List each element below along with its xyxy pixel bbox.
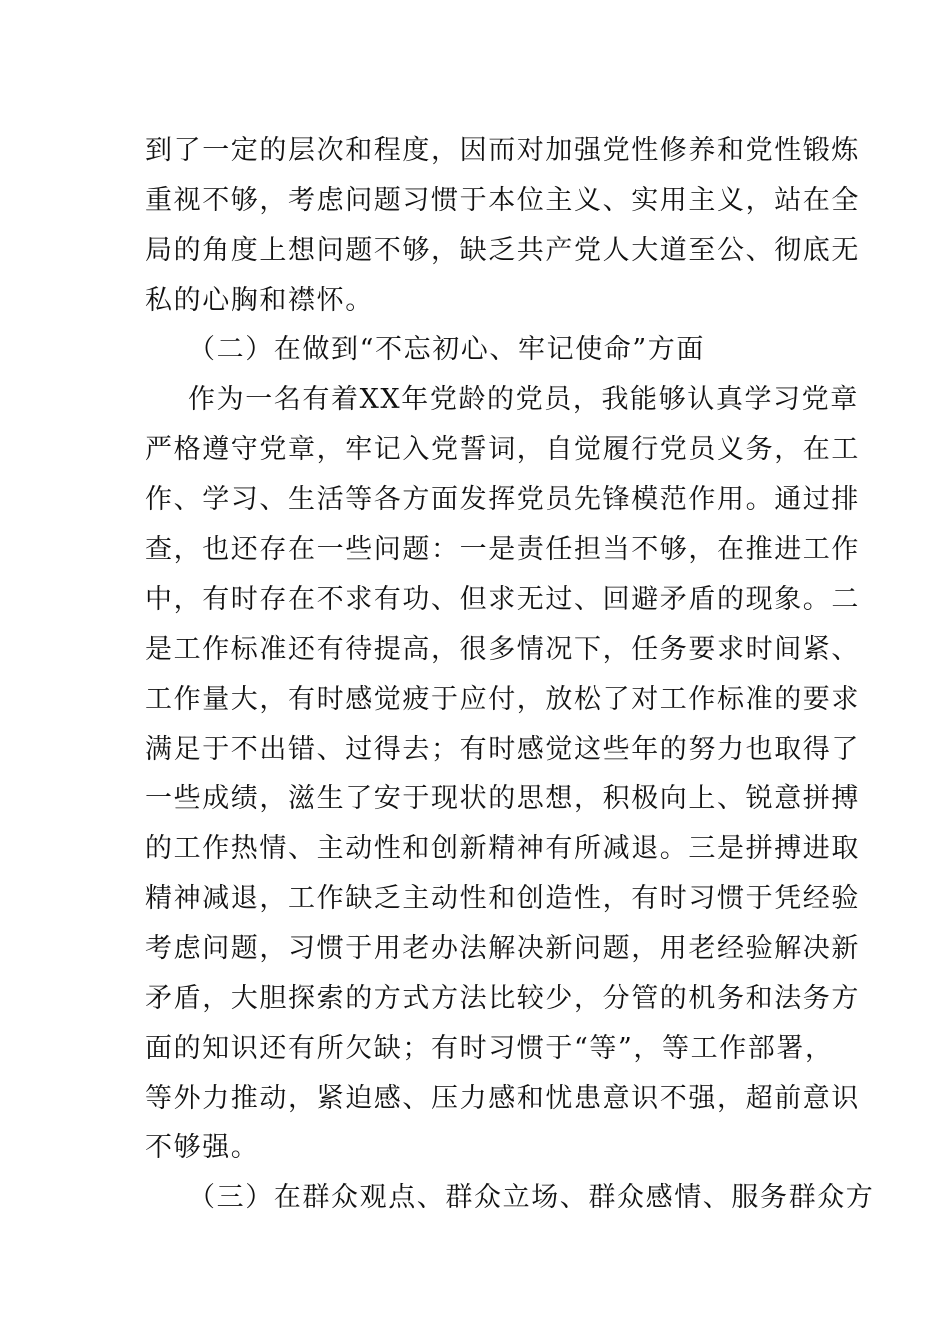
text-line: 作、学习、生活等各方面发挥党员先锋模范作用。通过排 <box>145 484 860 515</box>
text-line: 不够强。 <box>145 1132 260 1163</box>
text-line: 矛盾，大胆探索的方式方法比较少，分管的机务和法务方 <box>145 983 860 1014</box>
text-line: 一些成绩，滋生了安于现状的思想，积极向上、锐意拼搏 <box>145 783 860 814</box>
section-heading: （二）在做到“不忘初心、牢记使命”方面 <box>188 334 706 365</box>
text-line: 重视不够，考虑问题习惯于本位主义、实用主义，站在全 <box>145 185 860 216</box>
section-heading: （三）在群众观点、群众立场、群众感情、服务群众方 <box>188 1182 875 1213</box>
text-line: 面的知识还有所欠缺；有时习惯于“等”，等工作部署， <box>145 1033 834 1064</box>
text-line: 作为一名有着XX年党龄的党员，我能够认真学习党章 <box>188 384 859 415</box>
text-line: 的工作热情、主动性和创新精神有所减退。三是拼搏进取 <box>145 833 860 864</box>
text-line: 等外力推动，紧迫感、压力感和忧患意识不强，超前意识 <box>145 1083 860 1114</box>
text-line: 查，也还存在一些问题：一是责任担当不够，在推进工作 <box>145 534 860 565</box>
text-line: 中，有时存在不求有功、但求无过、回避矛盾的现象。二 <box>145 584 860 615</box>
text-line: 工作量大，有时感觉疲于应付，放松了对工作标准的要求 <box>145 684 860 715</box>
text-line: 考虑问题，习惯于用老办法解决新问题，用老经验解决新 <box>145 933 860 964</box>
text-line: 私的心胸和襟怀。 <box>145 285 374 316</box>
text-line: 是工作标准还有待提高，很多情况下，任务要求时间紧、 <box>145 634 860 665</box>
text-line: 精神减退，工作缺乏主动性和创造性，有时习惯于凭经验 <box>145 883 860 914</box>
text-line: 满足于不出错、过得去；有时感觉这些年的努力也取得了 <box>145 734 860 765</box>
text-line: 严格遵守党章，牢记入党誓词，自觉履行党员义务，在工 <box>145 434 860 465</box>
text-line: 到了一定的层次和程度，因而对加强党性修养和党性锻炼 <box>145 135 860 166</box>
text-line: 局的角度上想问题不够，缺乏共产党人大道至公、彻底无 <box>145 235 860 266</box>
